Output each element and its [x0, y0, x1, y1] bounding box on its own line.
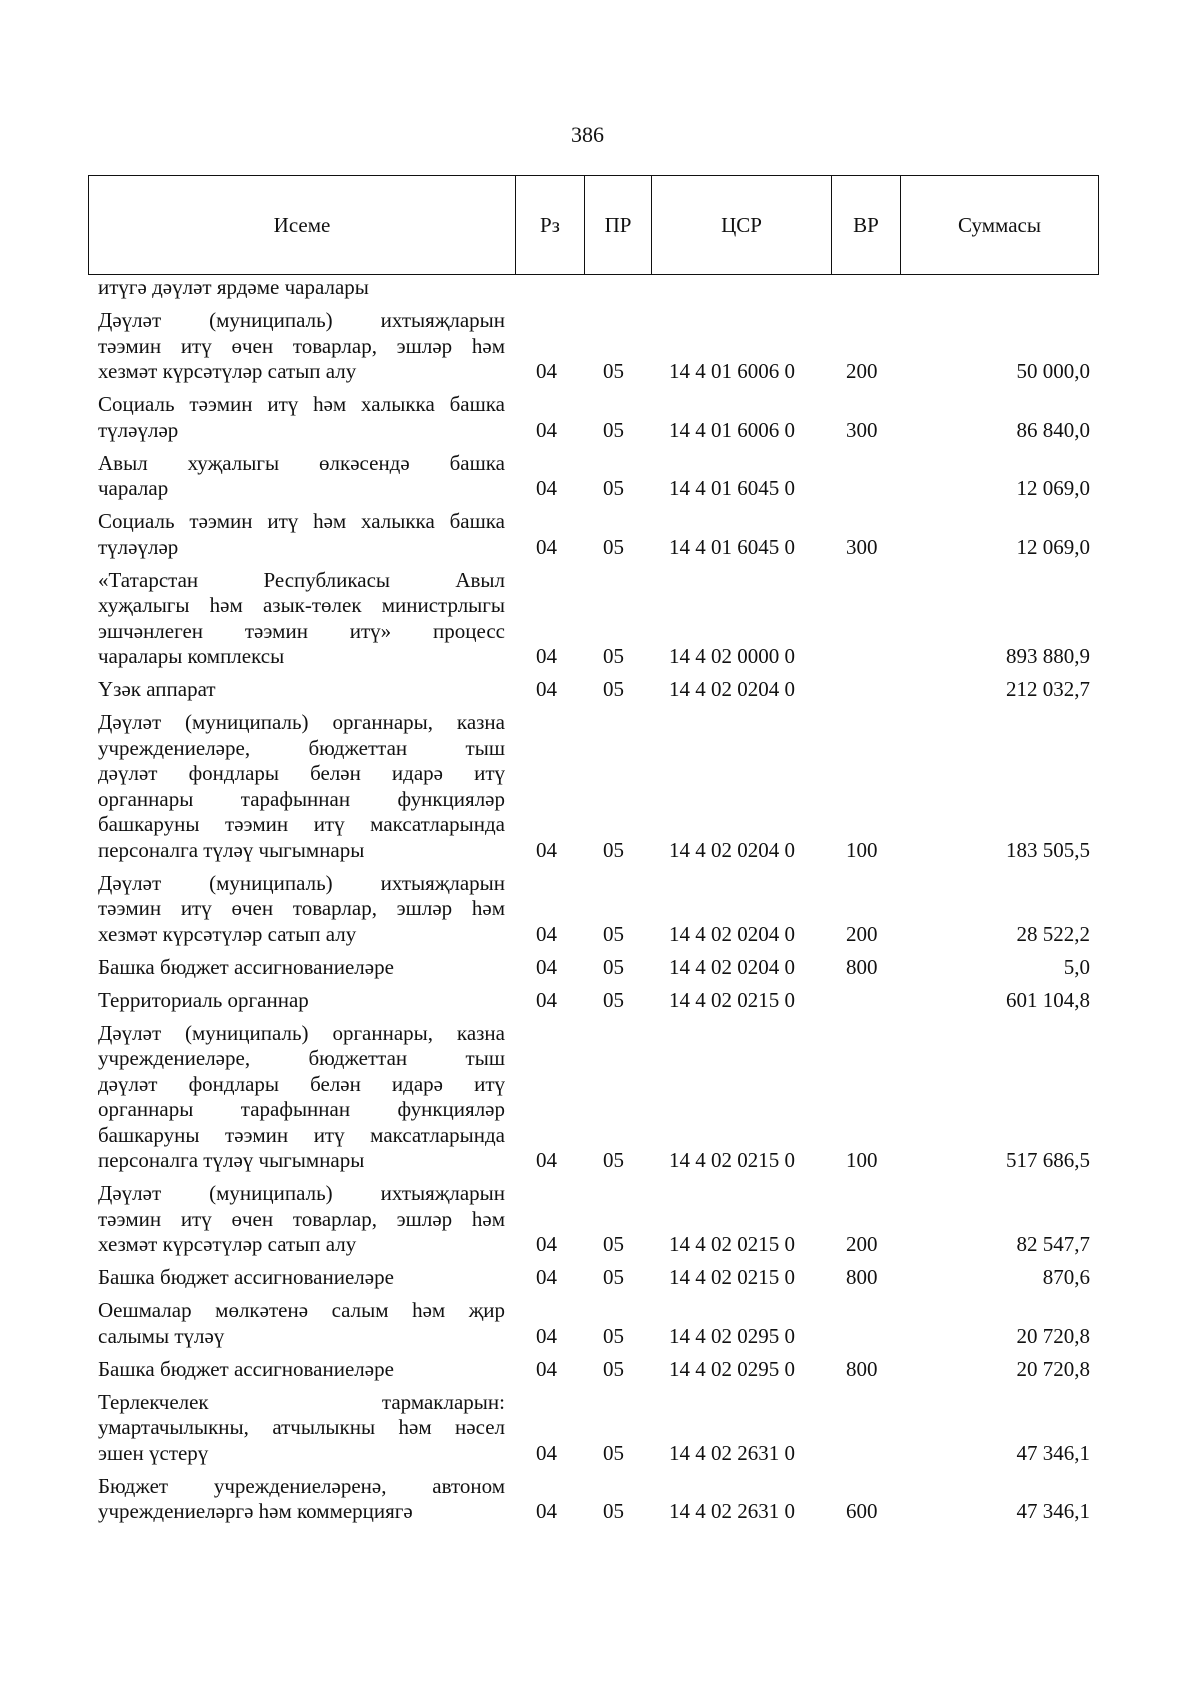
row-vr: 600: [846, 1499, 878, 1523]
row-rz: 04: [536, 1499, 557, 1523]
row-pr: 05: [603, 1440, 624, 1465]
row-name-line: дәүләт фондлары белән идарә итү: [98, 1071, 505, 1096]
row-name: [98, 1390, 505, 1467]
table-row: [0, 988, 1200, 1014]
table-row: [0, 871, 1200, 948]
table-row: [0, 568, 1200, 670]
row-name-line: тәэмин итү өчен товарлар, эшләр һәм: [98, 333, 505, 358]
row-sum: 12 069,0: [1016, 534, 1090, 559]
row-csr: 14 4 01 6045 0: [669, 476, 795, 500]
row-sum: 183 505,5: [1006, 837, 1090, 862]
row-name-line: эшен үстерү: [98, 1440, 209, 1465]
row-name-line: түләүләр: [98, 417, 179, 442]
row-sum: 82 547,7: [1016, 1232, 1090, 1256]
row-name-line: Дәүләт (муниципаль) органнары, казна: [98, 710, 505, 734]
row-name-line: Үзәк аппарат: [98, 677, 216, 701]
row-name-line: Социаль тәэмин итү һәм халыкка башка: [98, 509, 505, 533]
row-pr: 05: [603, 677, 624, 701]
row-name-line: Башка бюджет ассигнованиеләре: [98, 1265, 394, 1289]
row-name: [98, 451, 505, 502]
table-row: [0, 1021, 1200, 1174]
row-name: [98, 710, 505, 863]
row-sum: 47 346,1: [1016, 1440, 1090, 1465]
row-pr: 05: [603, 987, 624, 1012]
row-name-line: Дәүләт (муниципаль) ихтыяҗларын: [98, 308, 505, 332]
row-csr: 14 4 02 0295 0: [669, 1323, 795, 1348]
row-csr: 14 4 01 6045 0: [669, 534, 795, 559]
header-csr: ЦСР: [652, 176, 832, 274]
table-row: [0, 308, 1200, 385]
row-name-line: тәэмин итү өчен товарлар, эшләр һәм: [98, 1206, 505, 1231]
page-number: 386: [571, 122, 604, 147]
row-name-line: Оешмалар мөлкәтенә салым һәм җир: [98, 1298, 505, 1322]
row-name-line: хуҗалыгы һәм азык-төлек министрлыгы: [98, 593, 505, 617]
row-csr: 14 4 02 0204 0: [669, 954, 795, 979]
row-pr: 05: [603, 921, 624, 946]
row-sum: 893 880,9: [1006, 644, 1090, 668]
row-vr: 800: [846, 1265, 878, 1289]
row-name-line: дәүләт фондлары белән идарә итү: [98, 761, 505, 785]
row-name-line: хезмәт күрсәтүләр сатып алу: [98, 1232, 357, 1256]
row-name: [98, 955, 505, 981]
header-sum: Суммасы: [958, 212, 1041, 237]
row-sum: 47 346,1: [1016, 1499, 1090, 1523]
row-vr: 800: [846, 1356, 878, 1381]
row-name: [98, 509, 505, 560]
row-vr: 200: [846, 921, 878, 946]
row-pr: 05: [603, 359, 624, 383]
row-name: [98, 1357, 505, 1383]
row-rz: 04: [536, 1232, 557, 1256]
row-name-line: Дәүләт (муниципаль) ихтыяҗларын: [98, 1181, 505, 1205]
row-csr: 14 4 02 0204 0: [669, 837, 795, 862]
table-row: [0, 509, 1200, 560]
row-name: [98, 1021, 505, 1174]
row-vr: 300: [846, 534, 878, 559]
row-pr: 05: [603, 1323, 624, 1348]
row-rz: 04: [536, 677, 557, 701]
row-csr: 14 4 02 0215 0: [669, 1265, 795, 1289]
row-name: [98, 308, 505, 385]
row-name-line: башкаруны тәэмин итү максатларында: [98, 812, 505, 836]
row-rz: 04: [536, 476, 557, 500]
table-row: [0, 955, 1200, 981]
row-pr: 05: [603, 1232, 624, 1256]
row-pr: 05: [603, 476, 624, 500]
row-pr: 05: [603, 417, 624, 442]
row-rz: 04: [536, 1323, 557, 1348]
row-name-line: органнары тарафыннан функцияләр: [98, 1097, 505, 1121]
row-name: [98, 392, 505, 443]
row-vr: 100: [846, 837, 878, 862]
row-name: [98, 871, 505, 948]
row-rz: 04: [536, 1148, 557, 1172]
row-name-line: учреждениеләргә һәм коммерциягә: [98, 1499, 413, 1523]
table-row: [0, 710, 1200, 863]
row-name-line: Дәүләт (муниципаль) ихтыяҗларын: [98, 870, 505, 895]
row-rz: 04: [536, 987, 557, 1012]
row-name-line: тәэмин итү өчен товарлар, эшләр һәм: [98, 896, 505, 920]
row-name: [98, 988, 505, 1014]
row-csr: 14 4 02 0215 0: [669, 1232, 795, 1256]
header-pr: ПР: [585, 176, 652, 274]
row-rz: 04: [536, 534, 557, 559]
table-row: [0, 1181, 1200, 1258]
row-sum: 50 000,0: [1016, 359, 1090, 383]
row-name-line: башкаруны тәэмин итү максатларында: [98, 1122, 505, 1147]
row-csr: 14 4 02 0215 0: [669, 987, 795, 1012]
row-rz: 04: [536, 359, 557, 383]
row-name-line: умартачылыкны, атчылыкны һәм нәсел: [98, 1415, 505, 1439]
row-name-line: чаралары комплексы: [98, 644, 285, 668]
row-sum: 212 032,7: [1006, 677, 1090, 701]
row-sum: 12 069,0: [1016, 476, 1090, 500]
row-name: [98, 1265, 505, 1291]
row-name-line: Дәүләт (муниципаль) органнары, казна: [98, 1020, 505, 1045]
row-vr: 800: [846, 954, 878, 979]
row-name-line: персоналга түләү чыгымнары: [98, 837, 365, 862]
row-name-line: учреждениеләре, бюджеттан тыш: [98, 735, 505, 760]
row-sum: 20 720,8: [1016, 1356, 1090, 1381]
table-row: [0, 1265, 1200, 1291]
row-name-line: Авыл хуҗалыгы өлкәсендә башка: [98, 450, 505, 475]
row-pr: 05: [603, 1356, 624, 1381]
row-name-line: «Татарстан Республикасы Авыл: [98, 567, 505, 592]
row-vr: 200: [846, 359, 878, 383]
row-name-line: эшчәнлеген тәэмин итү» процесс: [98, 618, 505, 643]
row-rz: 04: [536, 921, 557, 946]
row-csr: 14 4 02 0000 0: [669, 644, 795, 668]
table-row: [0, 451, 1200, 502]
row-rz: 04: [536, 644, 557, 668]
row-name-line: Бюджет учреждениеләренә, автоном: [98, 1473, 505, 1498]
row-name-line: хезмәт күрсәтүләр сатып алу: [98, 921, 357, 946]
row-name: [98, 1474, 505, 1525]
row-sum: 517 686,5: [1006, 1148, 1090, 1172]
table-header: [88, 175, 1099, 275]
row-pr: 05: [603, 1265, 624, 1289]
row-name-line: учреждениеләре, бюджеттан тыш: [98, 1046, 505, 1070]
header-name: Исеме: [89, 176, 516, 274]
row-csr: 14 4 02 2631 0: [669, 1440, 795, 1465]
row-name-line: Терлекчелек тармакларын:: [98, 1389, 505, 1414]
table-row: [0, 1357, 1200, 1383]
table-row: [0, 1474, 1200, 1525]
row-vr: 100: [846, 1148, 878, 1172]
row-rz: 04: [536, 1440, 557, 1465]
row-name: [98, 1181, 505, 1258]
row-csr: 14 4 02 0204 0: [669, 677, 795, 701]
row-name: [98, 568, 505, 670]
row-rz: 04: [536, 837, 557, 862]
row-csr: 14 4 02 0204 0: [669, 921, 795, 946]
row-csr: 14 4 02 0295 0: [669, 1356, 795, 1381]
header-vr: ВР: [832, 176, 901, 274]
row-sum: 601 104,8: [1006, 987, 1090, 1012]
row-name-line: Башка бюджет ассигнованиеләре: [98, 954, 394, 979]
row-name-line: чаралар: [98, 476, 169, 500]
row-rz: 04: [536, 1265, 557, 1289]
row-vr: 200: [846, 1232, 878, 1256]
row-sum: 28 522,2: [1016, 921, 1090, 946]
row-pr: 05: [603, 1499, 624, 1523]
header-rz: Рз: [516, 176, 585, 274]
row-name-line: түләүләр: [98, 534, 179, 559]
table-row: [0, 1298, 1200, 1349]
row-vr: 300: [846, 417, 878, 442]
row-name-line: Социаль тәэмин итү һәм халыкка башка: [98, 392, 505, 416]
row-sum: 870,6: [1042, 1265, 1090, 1289]
row-name: [98, 677, 505, 703]
table-row: [0, 1390, 1200, 1467]
row-csr: 14 4 02 2631 0: [669, 1499, 795, 1523]
table-row: [0, 677, 1200, 703]
row-name: [98, 1298, 505, 1349]
row-name-line: Башка бюджет ассигнованиеләре: [98, 1356, 394, 1381]
row-sum: 20 720,8: [1016, 1323, 1090, 1348]
row-name-line: персоналга түләү чыгымнары: [98, 1148, 365, 1172]
row-pr: 05: [603, 534, 624, 559]
table-row: [0, 275, 1200, 301]
row-name-line: хезмәт күрсәтүләр сатып алу: [98, 359, 357, 383]
row-pr: 05: [603, 644, 624, 668]
row-name: [98, 275, 505, 301]
row-pr: 05: [603, 954, 624, 979]
table-row: [0, 392, 1200, 443]
row-csr: 14 4 02 0215 0: [669, 1148, 795, 1172]
row-sum: 5,0: [1063, 954, 1090, 979]
row-name-line: итүгә дәүләт ярдәме чаралары: [98, 275, 369, 299]
row-pr: 05: [603, 837, 624, 862]
row-name-line: Территориаль органнар: [98, 987, 309, 1012]
row-sum: 86 840,0: [1016, 417, 1090, 442]
row-csr: 14 4 01 6006 0: [669, 417, 795, 442]
row-pr: 05: [603, 1148, 624, 1172]
row-name-line: салымы түләү: [98, 1323, 225, 1348]
row-name-line: органнары тарафыннан функцияләр: [98, 786, 505, 811]
row-csr: 14 4 01 6006 0: [669, 359, 795, 383]
row-rz: 04: [536, 954, 557, 979]
row-rz: 04: [536, 1356, 557, 1381]
row-rz: 04: [536, 417, 557, 442]
